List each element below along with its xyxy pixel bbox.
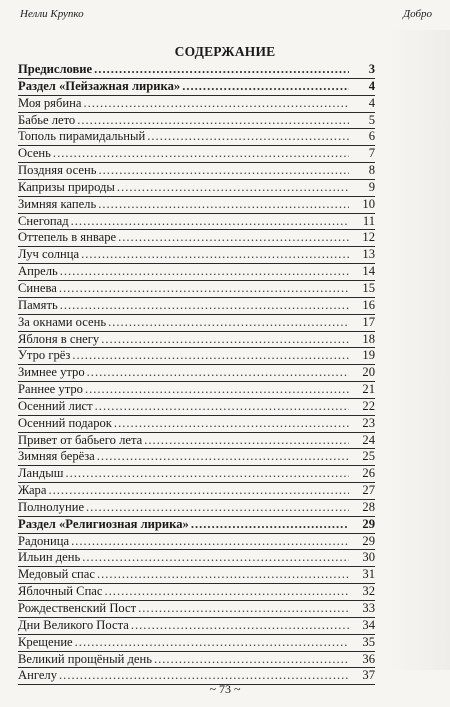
toc-row [18,601,375,618]
header-book-title: Добро [403,8,432,20]
toc-dot-leader [147,129,349,145]
toc-dot-leader [75,635,349,651]
toc-entry-title: Жара [18,483,47,498]
toc-dot-leader [144,433,349,449]
toc-entry-title: За окнами осень [18,314,107,329]
toc-entry-page: 11 [362,213,375,228]
toc-entry-page: 4 [368,95,375,110]
toc-dot-leader [101,332,349,348]
toc-entry-page: 22 [362,398,375,413]
toc-row [18,618,375,635]
toc-dot-leader [82,550,349,566]
toc-entry-page: 6 [368,129,375,144]
toc-entry-title: Полнолуние [18,499,85,514]
toc-dot-leader [131,618,349,634]
toc-entry-page: 29 [362,516,375,531]
toc-dot-leader [154,652,349,668]
toc-dot-leader [98,163,349,179]
toc-entry-page: 30 [362,550,375,565]
toc-entry-page: 28 [362,499,375,514]
toc-row [18,332,375,349]
toc-dot-leader [97,567,349,583]
toc-dot-leader [71,534,349,550]
toc-row [18,483,375,500]
toc-entry-title: Моя рябина [18,95,82,110]
toc-section-row [18,79,375,96]
toc-entry-title: Синева [18,280,57,295]
toc-dot-leader [105,584,350,600]
toc-row [18,113,375,130]
toc-entry-title: Оттепель в январе [18,230,117,245]
toc-entry-page: 13 [362,247,375,262]
toc-entry-title: Раздел «Пейзажная лирика» [18,78,181,93]
toc-entry-title: Медовый спас [18,567,95,582]
toc-entry-page: 36 [362,651,375,666]
toc-entry-title: Память [18,297,58,312]
toc-entry-title: Раздел «Религиозная лирика» [18,516,189,531]
toc-row [18,500,375,517]
toc-dot-leader [85,382,349,398]
toc-entry-page: 26 [362,466,375,481]
toc-dot-leader [72,348,349,364]
toc-entry-page: 31 [362,567,375,582]
toc-entry-page: 9 [368,179,375,194]
toc-entry-title: Капризы природы [18,179,115,194]
toc-row [18,281,375,298]
toc-row [18,247,375,264]
toc-entry-title: Рождественский Пост [18,601,137,615]
toc-entry-title: Зимнее утро [18,365,85,380]
toc-entry-page: 10 [362,196,375,211]
toc-entry-page: 16 [362,297,375,312]
toc-entry-page: 4 [368,78,375,93]
toc-dot-leader [97,449,349,465]
toc-entry-title: Зимняя берёза [18,449,95,464]
toc-row [18,146,375,163]
toc-entry-title: Луч солнца [18,247,80,262]
toc-row [18,298,375,315]
toc-row [18,365,375,382]
toc-entry-page: 8 [368,163,375,178]
toc-entry-page: 24 [362,432,375,447]
toc-dot-leader [59,281,349,297]
toc-entry-title: Осень [18,146,51,161]
toc-dot-leader [60,298,349,314]
toc-entry-page: 17 [362,314,375,329]
toc-entry-title: Яблоня в снегу [18,331,100,346]
toc-entry-title: Ландыш [18,466,64,481]
toc-entry-page: 7 [368,146,375,161]
toc-entry-page: 20 [362,365,375,380]
toc-entry-page: 23 [362,415,375,430]
header-author: Нелли Крупко [20,8,84,20]
toc-dot-leader [94,62,349,78]
toc-entry-page: 3 [368,62,375,76]
toc-dot-leader [182,79,349,95]
toc-dot-leader [81,247,349,263]
toc-entry-page: 14 [362,264,375,279]
toc-row [18,264,375,281]
toc-entry-title: Раннее утро [18,382,83,397]
table-of-contents [18,62,375,685]
toc-entry-page: 25 [362,449,375,464]
toc-entry-title: Ильин день [18,550,81,565]
toc-row [18,550,375,567]
toc-dot-leader [71,214,349,230]
toc-row [18,399,375,416]
toc-dot-leader [95,399,349,415]
toc-row [18,163,375,180]
toc-title: СОДЕРЖАНИЕ [174,44,276,59]
toc-dot-leader [83,96,349,112]
toc-row [18,214,375,231]
toc-entry-page: 33 [362,601,375,615]
toc-row [18,197,375,214]
toc-dot-leader [114,416,349,432]
toc-row [18,534,375,551]
toc-entry-page: 15 [362,280,375,295]
toc-entry-title: Дни Великого Поста [18,617,129,632]
toc-entry-page: 18 [362,331,375,346]
toc-dot-leader [53,146,349,162]
toc-entry-page: 5 [368,112,375,127]
toc-dot-leader [117,180,349,196]
toc-row [18,584,375,601]
toc-entry-page: 32 [362,584,375,599]
toc-entry-page: 21 [362,382,375,397]
toc-entry-title: Предисловие [18,62,93,76]
toc-entry-title: Поздняя осень [18,163,97,178]
toc-row [18,382,375,399]
toc-dot-leader [87,365,349,381]
toc-dot-leader [60,264,349,280]
toc-entry-title: Радоница [18,533,70,548]
toc-row [18,230,375,247]
toc-entry-title: Снегопад [18,213,69,228]
toc-entry-title: Осенний подарок [18,415,112,430]
toc-entry-title: Привет от бабьего лета [18,432,143,447]
toc-entry-page: 35 [362,634,375,649]
toc-entry-title: Осенний лист [18,398,93,413]
toc-entry-page: 12 [362,230,375,245]
toc-section-row [18,517,375,534]
toc-row [18,180,375,197]
toc-entry-title: Крещение [18,634,73,649]
toc-row [18,416,375,433]
toc-row [18,652,375,669]
toc-dot-leader [77,113,349,129]
toc-dot-leader [86,500,349,516]
toc-row [18,466,375,483]
toc-entry-title: Зимняя капель [18,196,97,211]
toc-dot-leader [138,601,349,617]
toc-entry-title: Бабье лето [18,112,76,127]
toc-row [18,315,375,332]
toc-row [18,567,375,584]
toc-dot-leader [98,197,349,213]
toc-row [18,348,375,365]
toc-entry-title: Яблочный Спас [18,584,103,599]
toc-dot-leader [48,483,349,499]
page-number: ~ 73 ~ [209,682,241,696]
toc-entry-page: 29 [362,533,375,548]
toc-dot-leader [65,466,349,482]
toc-row [18,96,375,113]
toc-row [18,449,375,466]
toc-entry-title: Утро грёз [18,348,71,363]
toc-entry-page: 19 [362,348,375,363]
toc-section-row [18,62,375,79]
page-bleed-shadow [390,30,450,670]
toc-row [18,433,375,450]
toc-entry-page: 27 [362,483,375,498]
toc-entry-title: Тополь пирамидальный [18,129,146,144]
toc-dot-leader [108,315,349,331]
toc-row [18,129,375,146]
toc-entry-title: Великий прощёный день [18,651,152,666]
toc-entry-title: Апрель [18,264,58,279]
toc-dot-leader [191,517,349,533]
toc-entry-page: 37 [362,668,375,683]
toc-entry-page: 34 [362,617,375,632]
toc-row [18,635,375,652]
toc-entry-title: Ангелу [18,668,58,683]
toc-dot-leader [118,230,349,246]
